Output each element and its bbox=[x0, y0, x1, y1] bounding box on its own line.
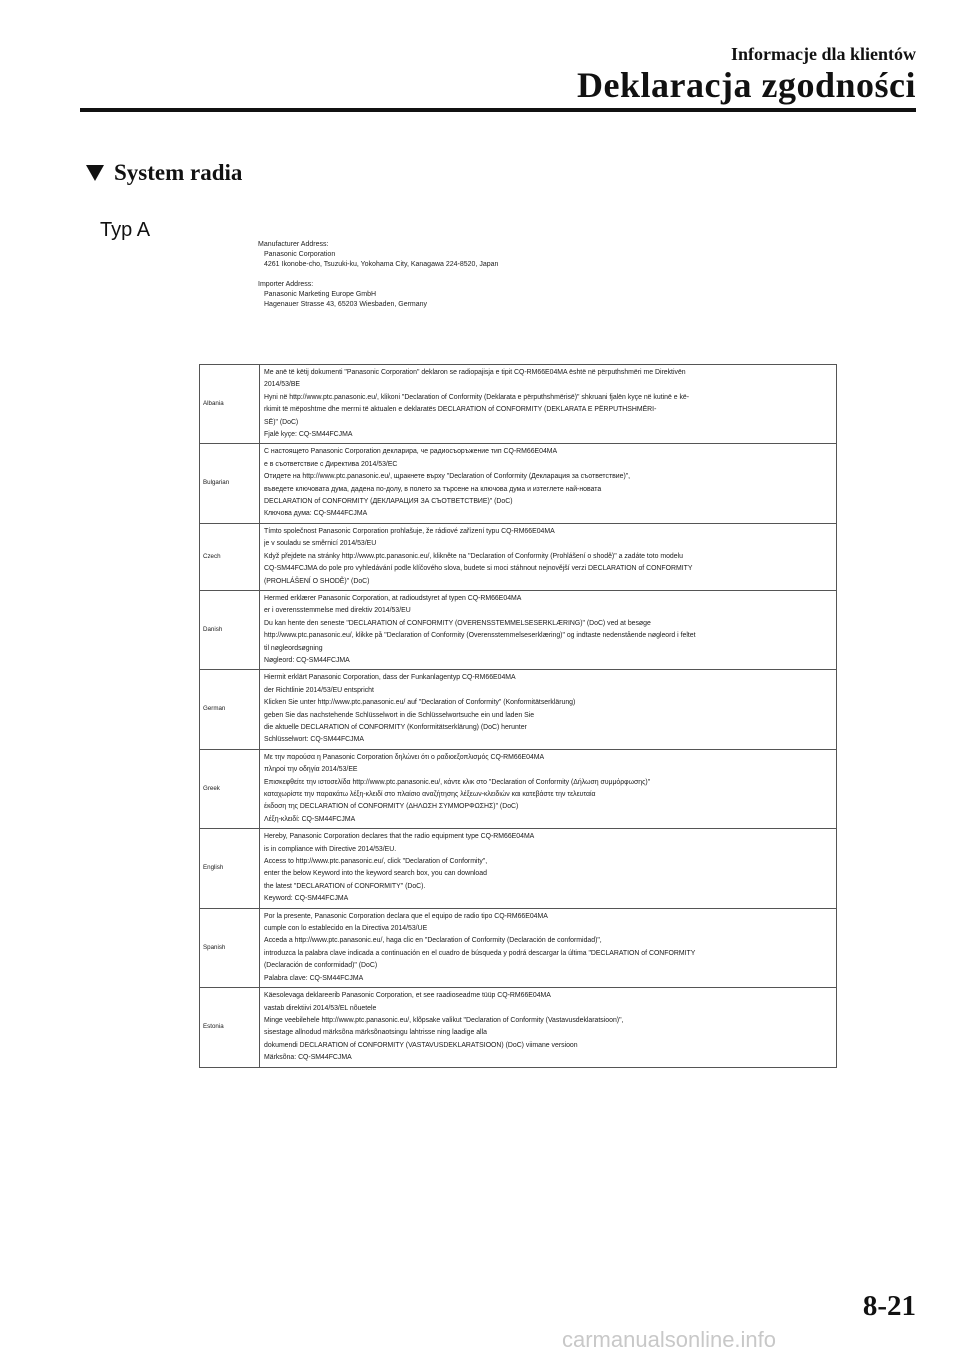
declaration-line: Me anë të këtij dokumenti "Panasonic Corporation" deklaron se radiopajisja e tipit CQ-RM66E04MA është në përputhshmëri me Direktivën bbox=[264, 369, 686, 376]
language-cell: Spanish bbox=[200, 908, 260, 987]
declaration-line: Klicken Sie unter http://www.ptc.panasonic.eu/ auf "Declaration of Conformity" (Konformitätserklärung) bbox=[264, 699, 576, 707]
declaration-text-cell bbox=[260, 988, 837, 1067]
declaration-line: til nøgleordsøgning bbox=[264, 644, 323, 652]
declaration-line: Hermed erklærer Panasonic Corporation, at radioudstyret af typen CQ-RM66E04MA bbox=[264, 594, 522, 602]
declaration-line: Отидете на http://www.ptc.panasonic.eu/, щракнете върху "Declaration of Conformity (Декларация за съответствие)", bbox=[264, 473, 631, 481]
declaration-line: (Declaración de conformidad)" (DoC) bbox=[264, 962, 378, 970]
declaration-line: DECLARATION of CONFORMITY (ДЕКЛАРАЦИЯ ЗА СЪОТВЕТСТВИЕ)" (DoC) bbox=[264, 498, 513, 506]
declaration-line: (PROHLÁŠENÍ O SHODĚ)" (DoC) bbox=[264, 577, 370, 585]
declaration-line: er i overensstemmelse med direktiv 2014/53/EU bbox=[264, 607, 411, 615]
declaration-line: πληροί την οδηγία 2014/53/ΕΕ bbox=[264, 766, 358, 774]
language-cell: English bbox=[200, 829, 260, 908]
declaration-line: Por la presente, Panasonic Corporation declara que el equipo de radio tipo CQ-RM66E04MA bbox=[264, 912, 548, 920]
header-subtitle: Informacje dla klientów bbox=[731, 44, 916, 64]
type-label: Typ A bbox=[100, 219, 151, 241]
section-title: System radia bbox=[114, 160, 243, 185]
declaration-line: http://www.ptc.panasonic.eu/, klikke på "Declaration of Conformity (Overensstemmelseserklæring)" og indtaste nedenstående nøgleord i feltet bbox=[264, 632, 696, 640]
declaration-line: Acceda a http://www.ptc.panasonic.eu/, haga clic en "Declaration of Conformity (Declaración de conformidad)", bbox=[264, 937, 602, 945]
declaration-line: Schlüsselwort: CQ-SM44FCJMA bbox=[264, 736, 364, 744]
declaration-line: je v souladu se směrnicí 2014/53/EU bbox=[264, 540, 377, 548]
declaration-line: rkimit të mëposhtme dhe merrni të aktualen e deklaratës DECLARATION of CONFORMITY (DEKLARATA E PËRPUTHSHMËRI- bbox=[264, 406, 657, 414]
declaration-line: Tímto společnost Panasonic Corporation prohlašuje, že rádiové zařízení typu CQ-RM66E04MA bbox=[264, 527, 555, 535]
declaration-line: 2014/53/BE bbox=[264, 381, 301, 389]
table-row bbox=[200, 908, 837, 987]
declaration-line: Když přejdete na stránky http://www.ptc.panasonic.eu/, klikněte na "Declaration of Conformity (Prohlášení o shodě)" a zadáte toto modelu bbox=[264, 552, 683, 560]
declaration-line: Fjalë kyçe: CQ-SM44FCJMA bbox=[264, 431, 353, 439]
declaration-line: Hereby, Panasonic Corporation declares that the radio equipment type CQ-RM66E04MA bbox=[264, 833, 535, 841]
declaration-line: Με την παρούσα η Panasonic Corporation δηλώνει ότι ο ραδιοεξοπλισμός CQ-RM66E04MA bbox=[264, 753, 545, 761]
declaration-line: въведете ключовата дума, дадена по-долу, в полето за търсене на ключова дума и изтеглете най-новата bbox=[264, 485, 602, 493]
address-line: Panasonic Corporation bbox=[264, 251, 336, 258]
declaration-table bbox=[199, 364, 837, 1068]
declaration-line: SË)" (DoC) bbox=[264, 418, 299, 426]
table-row bbox=[200, 829, 837, 908]
declaration-line: Nøgleord: CQ-SM44FCJMA bbox=[264, 656, 350, 664]
declaration-line: Märksõna: CQ-SM44FCJMA bbox=[264, 1054, 352, 1062]
declaration-line: Käesolevaga deklareerib Panasonic Corporation, et see raadioseadme tüüp CQ-RM66E04MA bbox=[264, 992, 551, 1000]
watermark: carmanualsonline.info bbox=[562, 1327, 777, 1352]
declaration-line: Access to http://www.ptc.panasonic.eu/, click "Declaration of Conformity", bbox=[264, 858, 488, 866]
declaration-line: introduzca la palabra clave indicada a continuación en el cuadro de búsqueda y podrá descargar la última "DECLARATION of CONFORMITY bbox=[264, 949, 696, 957]
declaration-line: dokumendi DECLARATION of CONFORMITY (VASTAVUSDEKLARATSIOON) (DoC) viimane versioon bbox=[264, 1041, 578, 1049]
declaration-text-cell bbox=[260, 444, 837, 523]
declaration-line: vastab direktiivi 2014/53/EL nõuetele bbox=[264, 1004, 377, 1012]
table-row bbox=[200, 523, 837, 590]
declaration-line: enter the below Keyword into the keyword search box, you can download bbox=[264, 870, 487, 878]
declaration-text-cell bbox=[260, 908, 837, 987]
table-row bbox=[200, 365, 837, 444]
declaration-text-cell bbox=[260, 670, 837, 749]
address-line: Hagenauer Strasse 43, 65203 Wiesbaden, Germany bbox=[264, 301, 428, 308]
declaration-line: sisestage allnodud märksõna märksõnaotsingu lahtrisse ning laadige alla bbox=[264, 1029, 487, 1037]
declaration-text-cell bbox=[260, 749, 837, 828]
declaration-line: Hyni në http://www.ptc.panasonic.eu/, klikoni "Declaration of Conformity (Deklarata e përputhshmërisë)" shkruani fjalën kyçe në kutinë e kë- bbox=[264, 393, 690, 401]
table-row bbox=[200, 988, 837, 1067]
declaration-line: is in compliance with Directive 2014/53/EU. bbox=[264, 845, 397, 853]
declaration-text-cell bbox=[260, 365, 837, 444]
declaration-line: Hiermit erklärt Panasonic Corporation, dass der Funkanlagentyp CQ-RM66E04MA bbox=[264, 674, 516, 682]
declaration-line: geben Sie das nachstehende Schlüsselwort in die Schlüsselwortsuche ein und laden Sie bbox=[264, 711, 535, 719]
page-number: 8-21 bbox=[862, 1290, 916, 1322]
language-cell: Bulgarian bbox=[200, 444, 260, 523]
declaration-text-cell bbox=[260, 829, 837, 908]
declaration-line: Λέξη-κλειδί: CQ-SM44FCJMA bbox=[264, 815, 356, 823]
address-line: Importer Address: bbox=[258, 281, 314, 288]
declaration-line: έκδοση της DECLARATION of CONFORMITY (ΔΗΛΩΣΗ ΣΥΜΜΟΡΦΩΣΗΣ)" (DoC) bbox=[264, 803, 519, 811]
address-line: Manufacturer Address: bbox=[258, 241, 329, 248]
table-row bbox=[200, 590, 837, 669]
declaration-line: der Richtlinie 2014/53/EU entspricht bbox=[264, 686, 374, 694]
address-line: 4261 Ikonobe-cho, Tsuzuki-ku, Yokohama City, Kanagawa 224-8520, Japan bbox=[264, 261, 499, 268]
language-cell: Czech bbox=[200, 523, 260, 590]
declaration-line: Palabra clave: CQ-SM44FCJMA bbox=[264, 974, 364, 982]
declaration-line: die aktuelle DECLARATION of CONFORMITY (Konformitätserklärung) (DoC) herunter bbox=[264, 723, 527, 731]
table-row bbox=[200, 749, 837, 828]
section-heading bbox=[86, 160, 242, 186]
address-line: Panasonic Marketing Europe GmbH bbox=[264, 291, 377, 298]
table-row bbox=[200, 444, 837, 523]
header-rule bbox=[80, 108, 916, 112]
language-cell: Greek bbox=[200, 749, 260, 828]
declaration-line: Du kan hente den seneste "DECLARATION of CONFORMITY (OVERENSSTEMMELSESERKLÆRING)" (DoC) ved at besøge bbox=[264, 619, 651, 627]
declaration-line: καταχωρίστε την παρακάτω λέξη-κλειδί στο πλαίσιο αναζήτησης λέξεων-κλειδιών και κατεβάστε την τελευταία bbox=[264, 791, 596, 798]
address-line bbox=[258, 270, 618, 280]
triangle-down-icon bbox=[86, 165, 104, 181]
declaration-line: Keyword: CQ-SM44FCJMA bbox=[264, 895, 349, 903]
declaration-line: CQ-SM44FCJMA do pole pro vyhledávání podle klíčového slova, budete si moci stáhnout nejnovější verzi DECLARATION of CONFORMITY bbox=[264, 565, 693, 573]
table-row bbox=[200, 670, 837, 749]
language-cell: German bbox=[200, 670, 260, 749]
header-title: Deklaracja zgodności bbox=[577, 65, 916, 105]
address-block bbox=[258, 240, 618, 310]
declaration-line: Επισκεφθείτε την ιστοσελίδα http://www.ptc.panasonic.eu/, κάντε κλικ στο "Declaration of Conformity (Δήλωση συμμόρφωσης)" bbox=[264, 778, 651, 786]
declaration-line: Minge veebilehele http://www.ptc.panasonic.eu/, klõpsake valikut "Declaration of Conformity (Vastavusdeklaratsioon)", bbox=[264, 1016, 624, 1024]
declaration-line: the latest "DECLARATION of CONFORMITY" (DoC). bbox=[264, 882, 426, 890]
declaration-text-cell bbox=[260, 523, 837, 590]
language-cell: Danish bbox=[200, 590, 260, 669]
declaration-line: Ключова дума: CQ-SM44FCJMA bbox=[264, 510, 368, 518]
declaration-line: С настоящето Panasonic Corporation декларира, че радиосъоръжение тип CQ-RM66E04MA bbox=[264, 448, 558, 456]
declaration-line: cumple con lo establecido en la Directiva 2014/53/UE bbox=[264, 925, 428, 933]
language-cell: Estonia bbox=[200, 988, 260, 1067]
language-cell: Albania bbox=[200, 365, 260, 444]
declaration-text-cell bbox=[260, 590, 837, 669]
declaration-line: е в съответствие с Директива 2014/53/ЕС bbox=[264, 460, 398, 468]
